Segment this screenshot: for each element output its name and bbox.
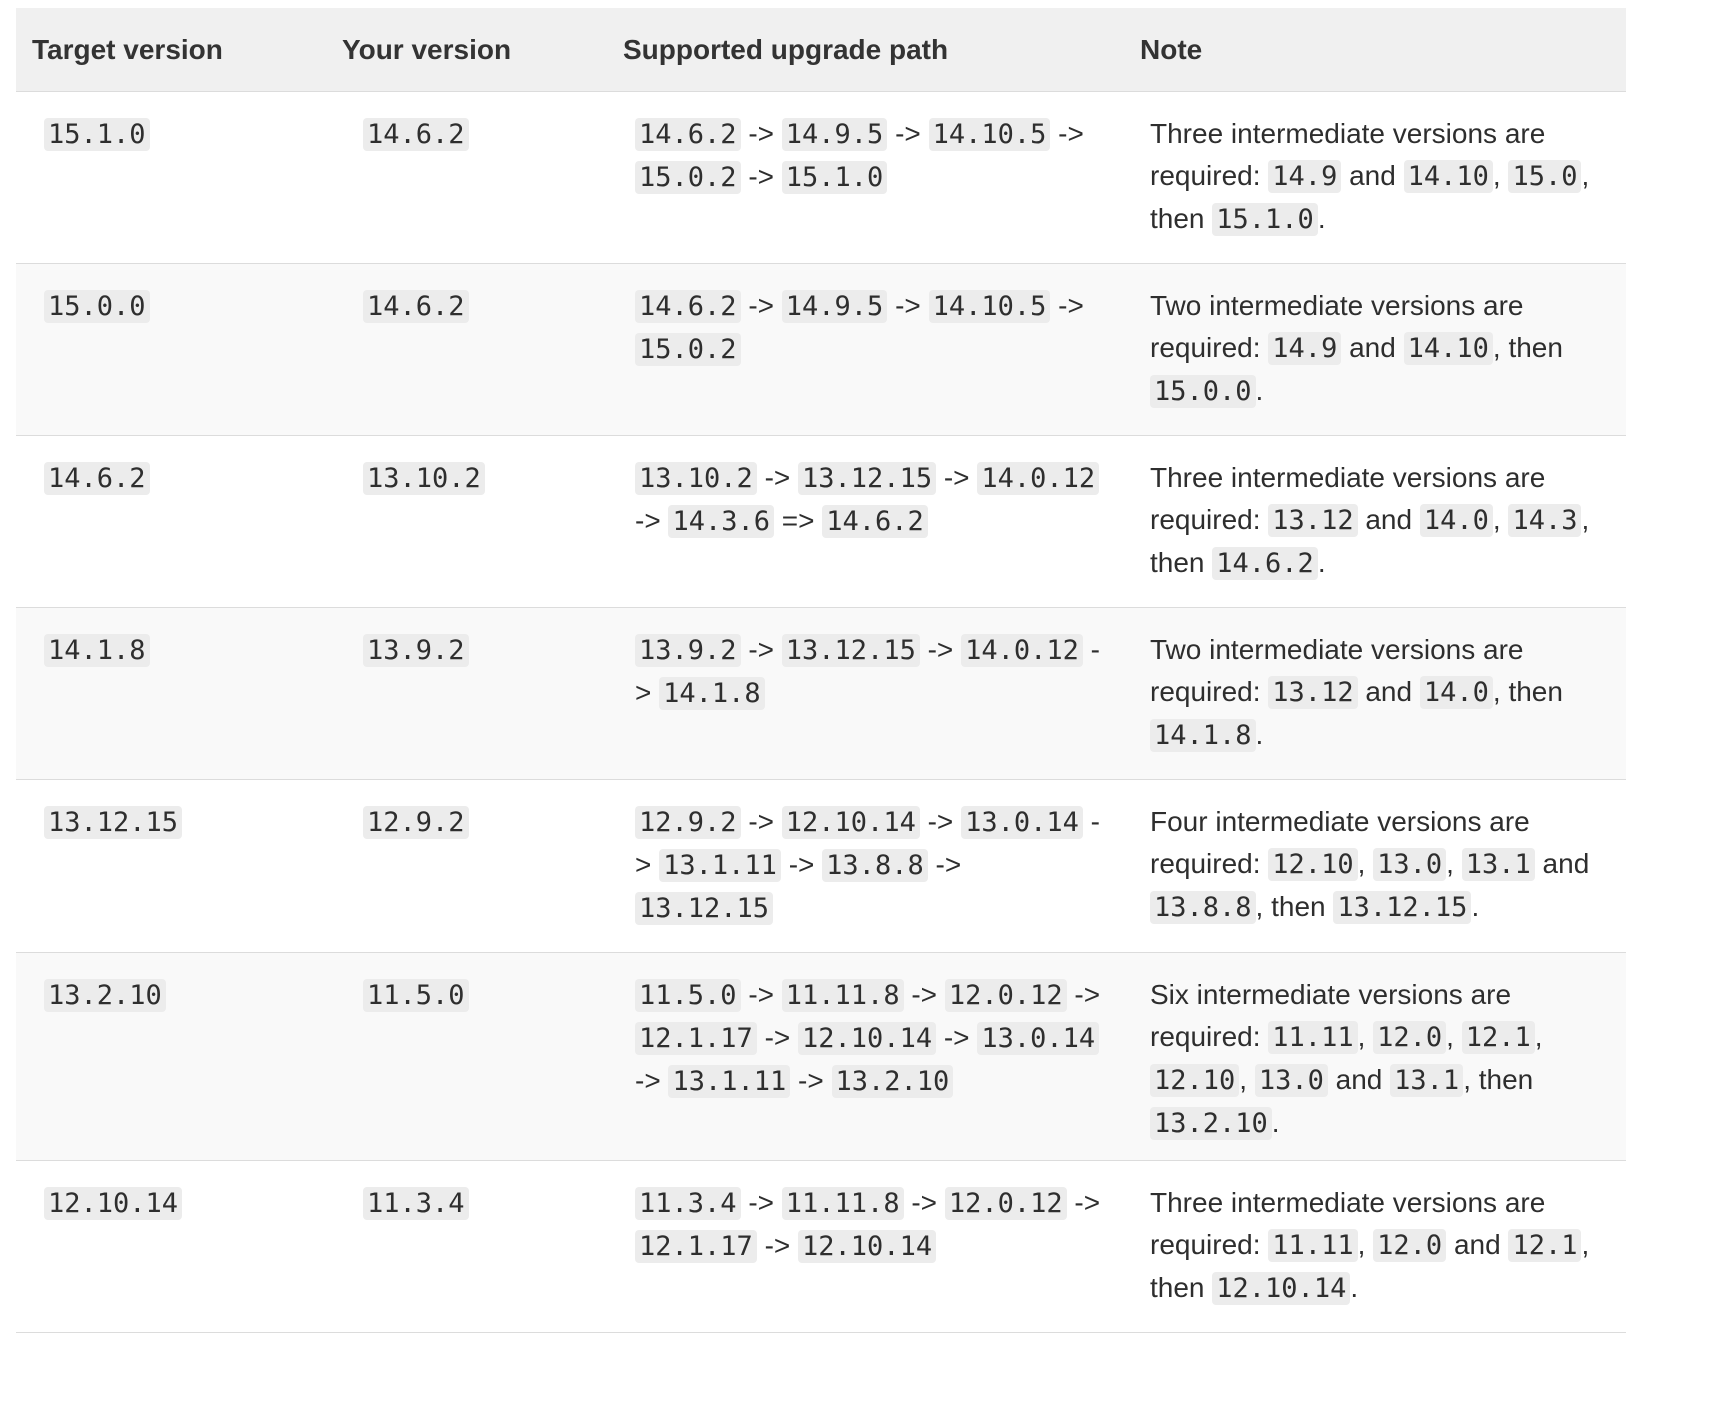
version-code: 12.1.17 xyxy=(635,1230,757,1263)
version-code: 12.10 xyxy=(1268,848,1357,881)
version-code: 13.8.8 xyxy=(1150,891,1256,924)
version-code: 14.6.2 xyxy=(822,505,928,538)
target-version-cell xyxy=(16,1161,326,1333)
text-fragment: Six intermediate versions are required: xyxy=(1150,979,1512,1052)
version-code: 11.3.4 xyxy=(635,1187,741,1220)
note-cell xyxy=(1116,780,1626,953)
version-code: 14.10.5 xyxy=(929,290,1051,323)
version-code: 13.10.2 xyxy=(635,462,757,495)
header-target-version: Target version xyxy=(16,8,326,92)
version-code: 13.2.10 xyxy=(832,1065,954,1098)
upgrade-path-cell xyxy=(596,264,1116,436)
target-version-cell xyxy=(16,780,326,953)
upgrade-path-cell xyxy=(596,780,1116,953)
version-code: 12.10 xyxy=(1150,1064,1239,1097)
target-version-cell xyxy=(16,953,326,1161)
text-fragment: and xyxy=(1327,1064,1391,1095)
text-fragment: and xyxy=(1357,676,1420,707)
your-version-cell xyxy=(326,780,596,953)
text-fragment: -> xyxy=(887,290,929,321)
version-code: 13.12.15 xyxy=(798,462,936,495)
your-version-cell xyxy=(326,1161,596,1333)
version-code: 14.6.2 xyxy=(635,290,741,323)
your-version-cell xyxy=(326,92,596,264)
target-version-code: 15.0.0 xyxy=(44,290,150,323)
text-fragment: -> xyxy=(1050,290,1084,321)
text-fragment: -> xyxy=(756,1230,799,1261)
text-fragment: -> xyxy=(740,1187,782,1218)
version-code: 13.1 xyxy=(1390,1064,1463,1097)
version-code: 13.1.11 xyxy=(659,849,781,882)
version-code: 13.0.14 xyxy=(977,1022,1099,1055)
text-fragment: , xyxy=(1357,848,1374,879)
text-fragment: -> xyxy=(790,1065,832,1096)
target-version-cell xyxy=(16,92,326,264)
version-code: 12.0.12 xyxy=(945,1187,1067,1220)
text-fragment: . xyxy=(1471,891,1480,922)
version-code: 14.3 xyxy=(1508,504,1581,537)
table-row xyxy=(16,1161,1626,1333)
text-fragment: , then xyxy=(1150,504,1590,578)
text-fragment: Two intermediate versions are required: xyxy=(1150,290,1524,363)
text-fragment: -> xyxy=(740,806,782,837)
version-code: 14.3.6 xyxy=(668,505,774,538)
upgrade-path-table xyxy=(16,8,1626,1333)
your-version-cell xyxy=(326,608,596,780)
upgrade-path-cell xyxy=(596,436,1116,608)
version-code: 12.10.14 xyxy=(798,1230,936,1263)
version-code: 13.1 xyxy=(1462,848,1535,881)
your-version-code: 14.6.2 xyxy=(363,118,469,151)
text-fragment: , then xyxy=(1150,1229,1590,1303)
text-fragment: Two intermediate versions are required: xyxy=(1150,634,1524,707)
version-code: 13.0.14 xyxy=(961,806,1083,839)
upgrade-path-cell xyxy=(596,953,1116,1161)
version-code: 14.0 xyxy=(1420,504,1493,537)
text-fragment: . xyxy=(1255,375,1264,406)
your-version-code: 13.10.2 xyxy=(363,462,485,495)
text-fragment: -> xyxy=(927,849,962,880)
version-code: 15.0.2 xyxy=(635,161,741,194)
text-fragment: , then xyxy=(1492,332,1563,363)
version-code: 11.5.0 xyxy=(635,979,741,1012)
upgrade-path-cell xyxy=(596,92,1116,264)
text-fragment: -> xyxy=(740,161,782,192)
text-fragment: -> xyxy=(740,290,782,321)
text-fragment: -> xyxy=(756,1022,799,1053)
version-code: 15.0.2 xyxy=(635,333,741,366)
version-code: 15.1.0 xyxy=(782,161,888,194)
note-cell xyxy=(1116,953,1626,1161)
text-fragment: , xyxy=(1446,1021,1462,1052)
text-fragment: -> xyxy=(887,118,929,149)
text-fragment: . xyxy=(1317,547,1326,578)
text-fragment: -> xyxy=(635,505,669,536)
target-version-code: 14.1.8 xyxy=(44,634,150,667)
text-fragment: . xyxy=(1255,719,1264,750)
text-fragment: -> xyxy=(635,806,1100,880)
version-code: 14.9.5 xyxy=(782,290,888,323)
your-version-code: 12.9.2 xyxy=(363,806,469,839)
version-code: 13.12 xyxy=(1268,676,1357,709)
version-code: 12.10.14 xyxy=(1212,1272,1350,1305)
version-code: 12.1.17 xyxy=(635,1022,757,1055)
your-version-code: 11.5.0 xyxy=(363,979,469,1012)
version-code: 13.12.15 xyxy=(1333,891,1471,924)
version-code: 14.6.2 xyxy=(1212,547,1318,580)
text-fragment: -> xyxy=(635,634,1100,708)
version-code: 14.9.5 xyxy=(782,118,888,151)
version-code: 12.0 xyxy=(1373,1229,1446,1262)
version-code: 14.1.8 xyxy=(1150,719,1256,752)
note-cell xyxy=(1116,264,1626,436)
version-code: 13.12.15 xyxy=(635,892,773,925)
text-fragment: , xyxy=(1446,848,1462,879)
version-code: 15.0.0 xyxy=(1150,375,1256,408)
text-fragment: and xyxy=(1534,848,1590,879)
version-code: 15.1.0 xyxy=(1212,203,1318,236)
text-fragment: -> xyxy=(756,462,799,493)
text-fragment: -> xyxy=(1050,118,1084,149)
version-code: 12.9.2 xyxy=(635,806,741,839)
target-version-code: 14.6.2 xyxy=(44,462,150,495)
upgrade-path-cell xyxy=(596,1161,1116,1333)
text-fragment: -> xyxy=(740,979,782,1010)
text-fragment: and xyxy=(1341,160,1404,191)
version-code: 12.0.12 xyxy=(945,979,1067,1012)
version-code: 14.0 xyxy=(1420,676,1493,709)
version-code: 11.11.8 xyxy=(782,1187,904,1220)
text-fragment: and xyxy=(1357,504,1420,535)
text-fragment: , xyxy=(1239,1064,1255,1095)
text-fragment: , then xyxy=(1492,676,1563,707)
version-code: 14.0.12 xyxy=(961,634,1083,667)
your-version-code: 11.3.4 xyxy=(363,1187,469,1220)
text-fragment: Three intermediate versions are required: xyxy=(1150,1187,1546,1260)
header-note: Note xyxy=(1116,8,1626,92)
version-code: 12.1 xyxy=(1462,1021,1535,1054)
target-version-cell xyxy=(16,608,326,780)
text-fragment: , then xyxy=(1463,1064,1534,1095)
target-version-code: 13.12.15 xyxy=(44,806,182,839)
version-code: 12.1 xyxy=(1508,1229,1581,1262)
text-fragment: -> xyxy=(919,634,962,665)
note-cell xyxy=(1116,92,1626,264)
note-cell xyxy=(1116,436,1626,608)
version-code: 14.10.5 xyxy=(929,118,1051,151)
your-version-code: 13.9.2 xyxy=(363,634,469,667)
text-fragment: => xyxy=(774,505,823,536)
version-code: 13.2.10 xyxy=(1150,1107,1272,1140)
version-code: 12.0 xyxy=(1373,1021,1446,1054)
version-code: 11.11 xyxy=(1268,1021,1357,1054)
version-code: 15.0 xyxy=(1508,160,1581,193)
upgrade-path-cell xyxy=(596,608,1116,780)
target-version-code: 15.1.0 xyxy=(44,118,150,151)
header-your-version: Your version xyxy=(326,8,596,92)
version-code: 14.9 xyxy=(1268,332,1341,365)
version-code: 14.9 xyxy=(1268,160,1341,193)
target-version-cell xyxy=(16,264,326,436)
version-code: 13.0 xyxy=(1255,1064,1328,1097)
text-fragment: . xyxy=(1271,1107,1280,1138)
version-code: 12.10.14 xyxy=(798,1022,936,1055)
text-fragment: -> xyxy=(903,1187,945,1218)
version-code: 14.0.12 xyxy=(977,462,1099,495)
your-version-cell xyxy=(326,436,596,608)
text-fragment: -> xyxy=(740,118,782,149)
text-fragment: . xyxy=(1317,203,1326,234)
table-row xyxy=(16,780,1626,953)
table-header-row xyxy=(16,8,1626,92)
text-fragment: -> xyxy=(1066,979,1101,1010)
text-fragment: -> xyxy=(740,634,782,665)
version-code: 14.10 xyxy=(1404,160,1493,193)
your-version-cell xyxy=(326,953,596,1161)
text-fragment: Four intermediate versions are required: xyxy=(1150,806,1530,879)
version-code: 14.1.8 xyxy=(659,677,765,710)
your-version-cell xyxy=(326,264,596,436)
text-fragment: , xyxy=(1357,1229,1374,1260)
version-code: 13.1.11 xyxy=(668,1065,790,1098)
text-fragment: , xyxy=(1492,160,1509,191)
version-code: 13.12.15 xyxy=(782,634,920,667)
table-row xyxy=(16,92,1626,264)
table-body xyxy=(16,92,1626,1333)
text-fragment: -> xyxy=(936,1022,978,1053)
note-cell xyxy=(1116,608,1626,780)
text-fragment: , then xyxy=(1150,160,1590,234)
note-cell xyxy=(1116,1161,1626,1333)
table-row xyxy=(16,608,1626,780)
text-fragment: Three intermediate versions are required: xyxy=(1150,118,1546,191)
version-code: 11.11 xyxy=(1268,1229,1357,1262)
version-code: 11.11.8 xyxy=(782,979,904,1012)
text-fragment: , then xyxy=(1255,891,1334,922)
target-version-code: 13.2.10 xyxy=(44,979,166,1012)
text-fragment: -> xyxy=(635,1065,669,1096)
text-fragment: Three intermediate versions are required: xyxy=(1150,462,1546,535)
table-row xyxy=(16,264,1626,436)
text-fragment: . xyxy=(1350,1272,1359,1303)
text-fragment: -> xyxy=(919,806,962,837)
version-code: 13.12 xyxy=(1268,504,1357,537)
table-row xyxy=(16,436,1626,608)
text-fragment: -> xyxy=(936,462,978,493)
text-fragment: , xyxy=(1492,504,1509,535)
text-fragment: -> xyxy=(903,979,945,1010)
text-fragment: and xyxy=(1341,332,1404,363)
version-code: 12.10.14 xyxy=(782,806,920,839)
text-fragment: and xyxy=(1446,1229,1509,1260)
text-fragment: , xyxy=(1357,1021,1374,1052)
version-code: 13.9.2 xyxy=(635,634,741,667)
target-version-cell xyxy=(16,436,326,608)
table-row xyxy=(16,953,1626,1161)
text-fragment: -> xyxy=(1066,1187,1101,1218)
text-fragment: , xyxy=(1534,1021,1543,1052)
your-version-code: 14.6.2 xyxy=(363,290,469,323)
version-code: 14.6.2 xyxy=(635,118,741,151)
version-code: 13.0 xyxy=(1373,848,1446,881)
header-supported-upgrade-path: Supported upgrade path xyxy=(596,8,1116,92)
version-code: 14.10 xyxy=(1404,332,1493,365)
version-code: 13.8.8 xyxy=(822,849,928,882)
text-fragment: -> xyxy=(780,849,823,880)
target-version-code: 12.10.14 xyxy=(44,1187,182,1220)
